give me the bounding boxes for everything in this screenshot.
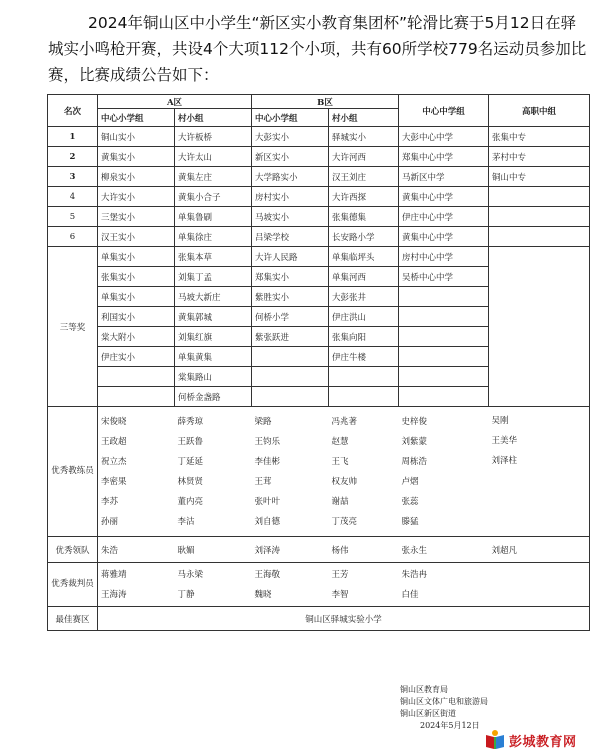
coaches-row [48,407,590,537]
table-row [48,207,590,227]
b-village-cell: 驿城实小 [329,127,399,147]
referee-name: 王海敬 [254,569,281,580]
coaches-col-5 [399,407,489,537]
middle-cell [399,327,489,347]
referees-col-5 [399,563,489,607]
a-center-cell: 利国实小 [98,307,175,327]
middle-cell: 黄集中心中学 [399,187,489,207]
referees-col-4 [329,563,399,607]
coach-name: 史梓俊 [401,416,428,427]
coach-name: 吴刚 [491,416,509,426]
b-center-cell: 吕梁学校 [252,227,329,247]
b-center-cell: 紫张跃进 [252,327,329,347]
venue-row [48,607,590,631]
coach-name: 宋俊晓 [101,416,127,427]
a-center-cell: 伊庄实小 [98,347,175,367]
coach-name: 权友帅 [331,476,358,487]
b-center-cell: 大许人民路 [252,247,329,267]
a-village-cell: 单集鲁刷 [175,207,252,227]
middle-cell: 房村中心中学 [399,247,489,267]
coach-name: 刘自德 [254,516,281,527]
b-village-cell [329,367,399,387]
referees-row [48,563,590,607]
b-center-cell [252,347,329,367]
a-village-cell: 黄集小合子 [175,187,252,207]
b-village-cell: 伊庄洪山 [329,307,399,327]
coach-name: 薛秀琼 [177,416,204,427]
coach-name: 李苏 [101,496,119,507]
coach-name: 王政超 [101,436,127,447]
b-center-cell: 何桥小学 [252,307,329,327]
coach-name: 卢熠 [401,476,419,487]
referee-name: 蒋雅靖 [101,569,127,580]
table-row [48,147,590,167]
a-center-cell: 大许实小 [98,187,175,207]
coach-name: 张蕊 [401,496,419,507]
b-village-cell: 汉王刘庄 [329,167,399,187]
a-center-cell: 张集实小 [98,267,175,287]
table-row [48,167,590,187]
coach-name: 赵慧 [331,436,349,447]
voc-cell: 茅村中专 [489,147,590,167]
header-a-village: 村小组 [175,109,252,127]
coach-name: 李密果 [101,476,127,487]
a-village-cell: 大许太山 [175,147,252,167]
rank-cell: 2 [48,147,98,167]
referees-empty-cell [489,563,590,607]
venue-label: 最佳赛区 [48,607,98,631]
b-village-cell: 长安路小学 [329,227,399,247]
leader-name: 刘泽涛 [252,537,329,563]
header-b-village: 村小组 [329,109,399,127]
coach-name: 张叶叶 [254,496,281,507]
middle-cell: 大彭中心中学 [399,127,489,147]
header-a-center: 中心小学组 [98,109,175,127]
table-row [48,227,590,247]
coaches-col-1 [98,407,175,537]
b-village-cell [329,387,399,407]
book-icon [484,729,506,751]
coach-name: 王飞 [331,456,349,467]
leaders-row [48,537,590,563]
signers-block [400,684,488,732]
table-row [48,127,590,147]
b-center-cell: 郑集实小 [252,267,329,287]
site-logo[interactable] [484,728,596,752]
b-village-cell: 张集向阳 [329,327,399,347]
a-village-cell: 何桥金盏路 [175,387,252,407]
a-center-cell: 单集实小 [98,287,175,307]
header-middle-school: 中心中学组 [399,95,489,127]
b-village-cell: 大许西探 [329,187,399,207]
a-center-cell: 铜山实小 [98,127,175,147]
a-village-cell: 张集本草 [175,247,252,267]
a-center-cell: 黄集实小 [98,147,175,167]
coaches-col-6 [489,407,590,537]
coaches-label: 优秀教练员 [48,407,98,537]
leader-name: 朱浩 [98,537,175,563]
coach-name: 周栋浩 [401,456,428,467]
rank-cell: 5 [48,207,98,227]
leader-name: 耿媚 [175,537,252,563]
header-zone-a: A区 [98,95,252,109]
signer-date: 2024年5月12日 [420,721,480,730]
table-row [48,187,590,207]
a-center-cell: 汉王实小 [98,227,175,247]
a-village-cell: 黄集左庄 [175,167,252,187]
a-center-cell: 三堡实小 [98,207,175,227]
referees-label: 优秀裁判员 [48,563,98,607]
coach-name: 王美华 [491,436,518,446]
coach-name: 刘紫蒙 [401,436,428,447]
referees-col-1 [98,563,175,607]
rank-cell: 1 [48,127,98,147]
a-center-cell: 棠大附小 [98,327,175,347]
b-center-cell: 马坡实小 [252,207,329,227]
leader-name: 杨伟 [329,537,399,563]
middle-cell: 伊庄中心中学 [399,207,489,227]
signer-line: 铜山区文体广电和旅游局 [400,697,488,706]
referee-name: 李智 [331,589,349,600]
a-village-cell: 单集黄集 [175,347,252,367]
a-village-cell: 黄集郭城 [175,307,252,327]
header-row-1 [48,95,590,109]
coaches-col-4 [329,407,399,537]
coach-name: 王茸 [254,476,272,487]
coach-name: 王钧乐 [254,436,281,447]
rank-cell: 3 [48,167,98,187]
b-village-cell: 伊庄牛楼 [329,347,399,367]
a-village-cell: 马坡大新庄 [175,287,252,307]
coach-name: 王跃鲁 [177,436,204,447]
b-center-cell: 大彭实小 [252,127,329,147]
voc-cell [489,187,590,207]
coach-name: 冯兆著 [331,416,358,427]
coach-name: 梁路 [254,416,272,427]
coach-name: 董内亮 [177,496,204,507]
coaches-col-2 [175,407,252,537]
logo-text: 彭城教育网 [509,734,577,750]
b-center-cell: 房村实小 [252,187,329,207]
header-rank: 名次 [48,95,98,127]
third-prize-label: 三等奖 [48,247,98,407]
referee-name: 丁静 [177,589,195,600]
signer-line: 铜山区教育局 [400,685,448,694]
a-village-cell: 刘集丁孟 [175,267,252,287]
referee-name: 马永梁 [177,569,204,580]
middle-cell: 郑集中心中学 [399,147,489,167]
coach-name: 滕猛 [401,516,419,527]
header-zone-b: B区 [252,95,399,109]
a-village-cell: 单集徐庄 [175,227,252,247]
coach-name: 祝立杰 [101,456,127,467]
middle-cell: 马新区中学 [399,167,489,187]
a-village-cell: 大许板桥 [175,127,252,147]
b-village-cell: 大许河西 [329,147,399,167]
venue-value: 铜山区驿城实验小学 [98,607,590,631]
leader-name: 张永生 [399,537,489,563]
b-village-cell: 张集德集 [329,207,399,227]
middle-cell [399,347,489,367]
middle-cell [399,367,489,387]
b-center-cell: 大学路实小 [252,167,329,187]
referee-name: 白佳 [401,589,419,600]
middle-cell: 黄集中心中学 [399,227,489,247]
header-b-center: 中心小学组 [252,109,329,127]
b-village-cell: 大彭张井 [329,287,399,307]
middle-cell [399,307,489,327]
a-center-cell: 柳泉实小 [98,167,175,187]
rank-cell: 6 [48,227,98,247]
b-center-cell [252,367,329,387]
b-center-cell: 紫胜实小 [252,287,329,307]
coach-name: 孙丽 [101,516,119,527]
coach-name: 李沽 [177,516,195,527]
coach-name: 谢喆 [331,496,349,507]
voc-cell: 张集中专 [489,127,590,147]
b-center-cell: 新区实小 [252,147,329,167]
leaders-label: 优秀领队 [48,537,98,563]
a-center-cell: 单集实小 [98,247,175,267]
middle-cell [399,287,489,307]
table-row [48,247,590,267]
announcement-intro [48,10,588,88]
header-vocational: 高职中组 [489,95,590,127]
coach-name: 丁延延 [177,456,204,467]
b-village-cell: 单集河西 [329,267,399,287]
rank-cell: 4 [48,187,98,207]
coach-name: 李佳彬 [254,456,281,467]
coaches-col-3 [252,407,329,537]
voc-cell [489,207,590,227]
middle-cell: 吴桥中心中学 [399,267,489,287]
referee-name: 王芳 [331,569,349,580]
intro-text: 2024年铜山区中小学生“新区实小教育集团杯”轮滑比赛于5月12日在驿城实小鸣枪开赛，共设4个大项112个小项，共有60所学校779名运动员参加比赛，比赛成绩公告如下： [48,14,587,84]
b-village-cell: 单集临坪头 [329,247,399,267]
referee-name: 王海涛 [101,589,127,600]
referee-name: 朱浩冉 [401,569,428,580]
middle-cell [399,387,489,407]
a-village-cell: 棠集路山 [175,367,252,387]
signer-line: 铜山区新区街道 [400,709,456,718]
referees-col-3 [252,563,329,607]
voc-empty-cell [489,247,590,407]
referee-name: 魏晓 [254,589,272,600]
a-center-cell [98,367,175,387]
a-village-cell: 刘集红旗 [175,327,252,347]
coach-name: 林贤贤 [177,476,204,487]
referees-col-2 [175,563,252,607]
leader-name: 刘超凡 [489,537,590,563]
voc-cell [489,227,590,247]
coach-name: 丁茂亮 [331,516,358,527]
a-center-cell [98,387,175,407]
voc-cell: 铜山中专 [489,167,590,187]
coach-name: 刘泽柱 [491,456,518,466]
results-table [47,94,590,631]
b-center-cell [252,387,329,407]
